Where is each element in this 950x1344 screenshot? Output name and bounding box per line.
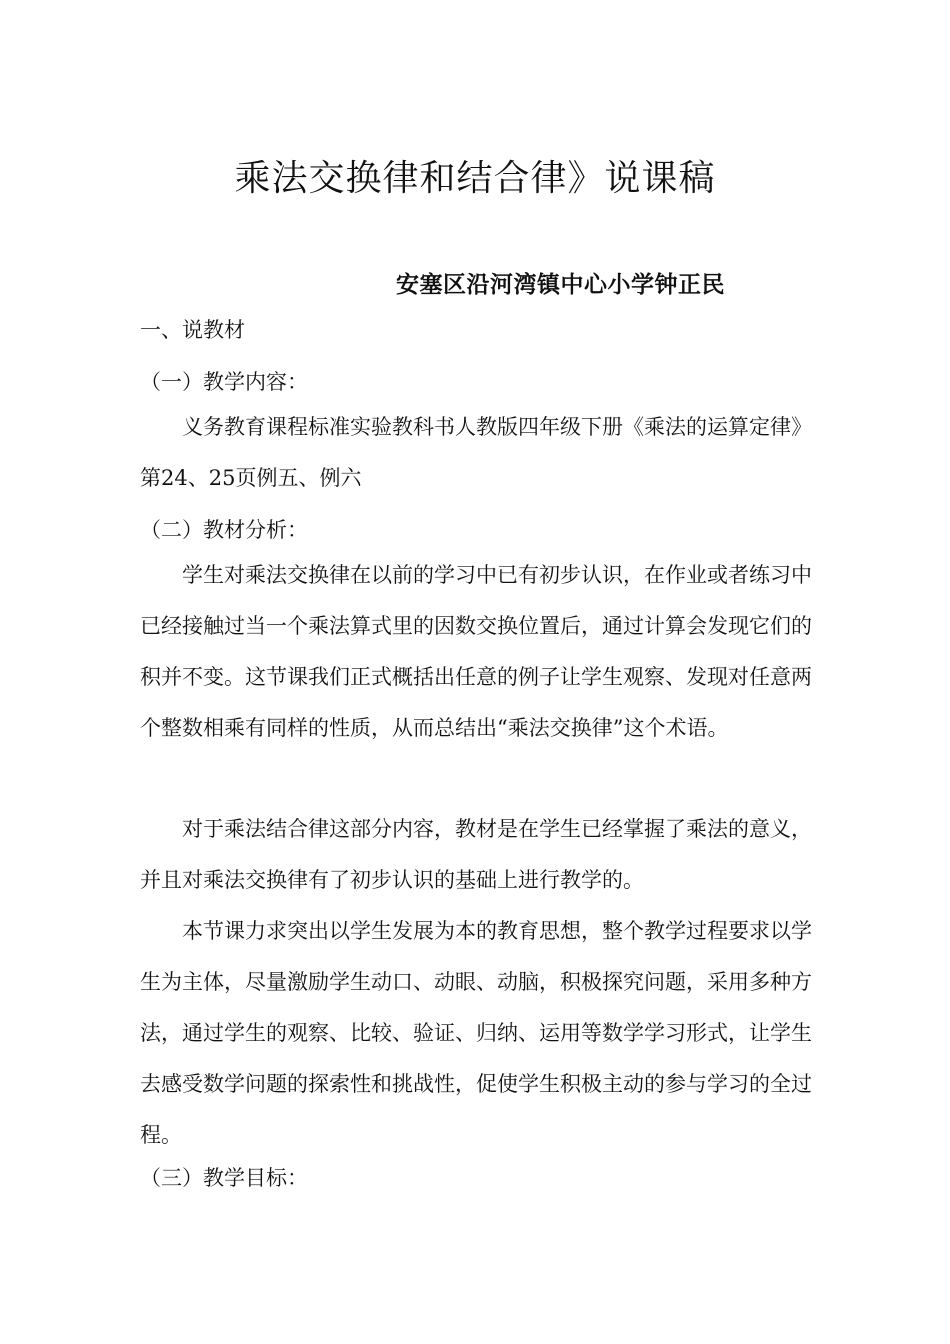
paragraph: 义务教育课程标准实验教科书人教版四年级下册《乘法的运算定律》第24、25页例五、例六	[140, 415, 812, 490]
paragraph: 本节课力求突出以学生发展为本的教育思想，整个教学过程要求以学生为主体，尽量激励学生动口、动眼、动脑，积极探究问题，采用多种方法，通过学生的观察、比较、验证、归纳、运用等数学学习形式，让学生去感受数学问题的探索性和挑战性，促使学生积极主动的参与学习的全过程。	[140, 919, 812, 1147]
paragraph: 学生对乘法交换律在以前的学习中已有初步认识，在作业或者练习中已经接触过当一个乘法算式里的因数交换位置后，通过计算会发现它们的积并不变。这节课我们正式概括出任意的例子让学生观察、发现对任意两个整数相乘有同样的性质，从而总结出“乘法交换律”这个术语。	[140, 563, 812, 740]
section-heading: 一、说教材	[140, 318, 245, 342]
subsection-heading: （二）教材分析：	[140, 518, 308, 542]
document-title: 乘法交换律和结合律》说课稿	[234, 158, 716, 199]
subsection-heading: （三）教学目标：	[140, 1166, 308, 1190]
paragraph: 对于乘法结合律这部分内容，教材是在学生已经掌握了乘法的意义，并且对乘法交换律有了初步认识的基础上进行教学的。	[140, 817, 812, 892]
author-line: 安塞区沿河湾镇中心小学钟正民	[396, 272, 725, 298]
subsection-heading: （一）教学内容：	[140, 370, 308, 394]
